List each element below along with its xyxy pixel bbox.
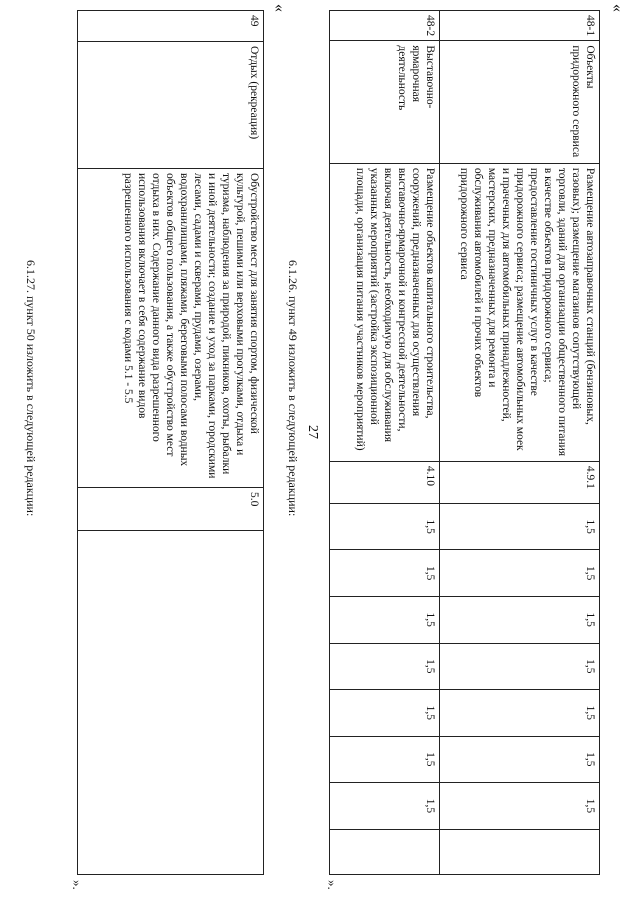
row-value: 1,5 [330, 550, 440, 597]
row-number: 48-1 [440, 11, 600, 41]
row-value: 1,5 [440, 643, 600, 690]
row-value: 1,5 [330, 783, 440, 830]
row-number: 49 [78, 11, 264, 42]
row-number: 48-2 [330, 11, 440, 41]
row-value: 1,5 [330, 690, 440, 737]
table-row [78, 11, 264, 875]
quote-close: ». [325, 880, 340, 890]
land-use-table-part1 [329, 10, 600, 875]
row-name: Отдых (рекреация) [78, 42, 264, 169]
page-number: 27 [305, 425, 320, 439]
amendment-note-50: 6.1.27. пункт 50 изложить в следующей редакции: [24, 260, 38, 517]
row-description: Обустройство мест для занятия спортом, физической культурой, пешими или верховыми прогулками, отдыха и туризма, наблюдения за природой, пикников, охоты, рыбалки и иной деятельности; создание и уход за парками, городскими лесами, садами и скверами, прудами, озерами, водохранилищами, пляжами, береговыми полосами водных объектов общего пользования, а также обустройство мест отдыха в них. Содержание данного вида разрешенного использования включает в себя содержание видов разрешенного использования с кодами 5.1 - 5.5 [78, 169, 264, 488]
row-empty [440, 829, 600, 874]
row-code: 5.0 [78, 488, 264, 531]
row-value: 1,5 [440, 550, 600, 597]
row-value: 1,5 [440, 503, 600, 550]
row-name: Объекты придорожного сервиса [440, 41, 600, 164]
quote-open: « [609, 4, 626, 12]
quote-open: « [271, 4, 288, 12]
row-name: Выставочно-ярмарочная деятельность [330, 41, 440, 164]
row-empty [330, 829, 440, 874]
row-value: 1,5 [440, 736, 600, 783]
row-code: 4.10 [330, 461, 440, 503]
row-value: 1,5 [330, 596, 440, 643]
row-value: 1,5 [440, 596, 600, 643]
row-value: 1,5 [440, 783, 600, 830]
row-value: 1,5 [330, 736, 440, 783]
row-value: 1,5 [330, 503, 440, 550]
land-use-table-part2 [77, 10, 264, 875]
row-empty-span [78, 531, 264, 875]
table-row [330, 11, 440, 875]
row-description: Размещение объектов капитального строительства, сооружений, предназначенных для осуществления выставочно-ярмарочной и конгрессной деятельности, включая деятельность, необходимую для обслуживания указанных мероприятий (застройка экспозиционной площади, организация питания участников мероприятий) [330, 163, 440, 461]
quote-close: ». [70, 880, 85, 890]
row-value: 1,5 [440, 690, 600, 737]
row-description: Размещение автозаправочных станций (бензиновых, газовых); размещение магазинов сопутствующей торговли, зданий для организации общественного питания в качестве объектов придорожного сервиса; предоставление гостиничных услуг в качестве придорожного сервиса; размещение автомобильных моек и прачечных для автомобильных принадлежностей, мастерских, предназначенных для ремонта и обслуживания автомобилей и прочих объектов придорожного сервиса [440, 163, 600, 461]
table-row [440, 11, 600, 875]
row-value: 1,5 [330, 643, 440, 690]
amendment-note-49: 6.1.26. пункт 49 изложить в следующей редакции: [286, 260, 300, 517]
row-code: 4.9.1 [440, 461, 600, 503]
